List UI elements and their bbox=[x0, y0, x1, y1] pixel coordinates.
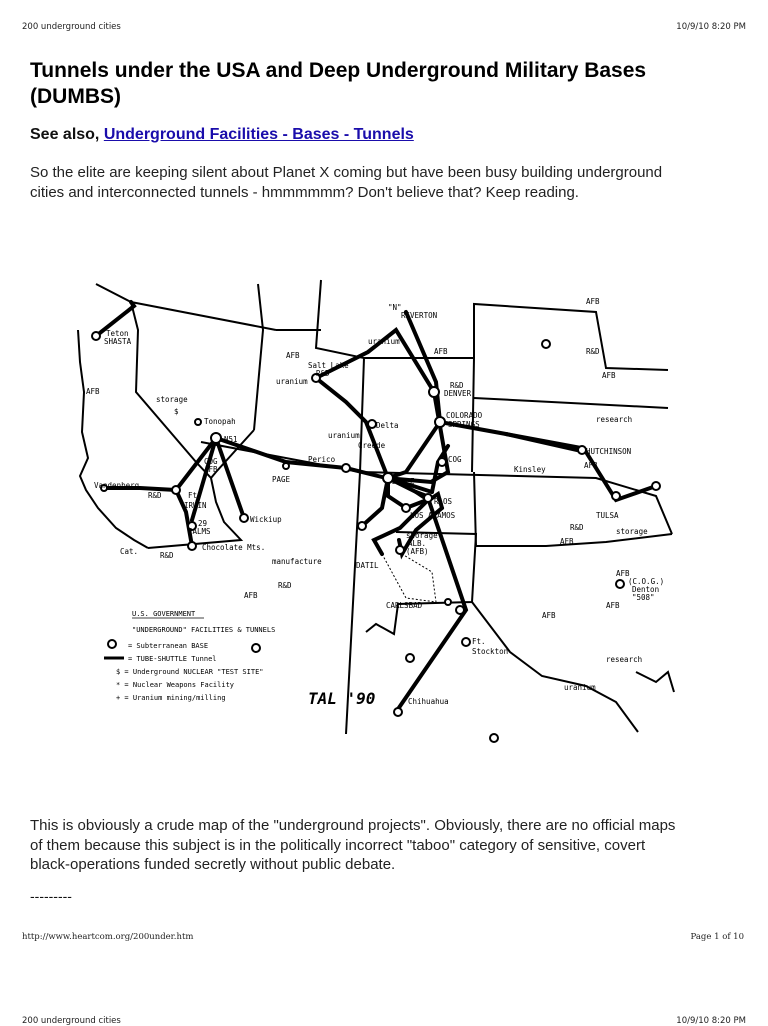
map-label: Perico bbox=[308, 455, 336, 464]
map-label: Chocolate Mts. bbox=[202, 543, 266, 552]
map-label: AFB bbox=[586, 297, 600, 306]
map-label: RIVERTON bbox=[401, 311, 438, 320]
map-border bbox=[254, 284, 263, 430]
map-label: research bbox=[596, 415, 633, 424]
map-label: Teton bbox=[106, 329, 129, 338]
map-label: Delta bbox=[376, 421, 399, 430]
map-label: DATIL bbox=[356, 561, 379, 570]
footer-page-number: Page 1 of 10 bbox=[690, 932, 744, 942]
see-also-link[interactable]: Underground Facilities - Bases - Tunnels bbox=[103, 126, 414, 143]
map-label: AFB bbox=[86, 387, 100, 396]
map-label: 29 bbox=[198, 519, 208, 528]
map-label: HUTCHINSON bbox=[586, 447, 632, 456]
map-label: R&D bbox=[160, 551, 174, 560]
map-label: manufacture bbox=[272, 557, 322, 566]
map-label: Stockton bbox=[472, 647, 509, 656]
map-label: Wickiup bbox=[250, 515, 282, 524]
map-label: Tonopah bbox=[204, 417, 236, 426]
next-page-header-title: 200 underground cities bbox=[22, 1016, 121, 1026]
header-page-title: 200 underground cities bbox=[22, 22, 121, 32]
map-label: AFB bbox=[434, 347, 448, 356]
article-title: Tunnels under the USA and Deep Underground Military Bases (DUMBS) bbox=[30, 59, 647, 108]
map-label: "508" bbox=[632, 593, 655, 602]
next-page-header-datetime: 10/9/10 8:20 PM bbox=[676, 1016, 746, 1026]
legend-item: + = Uranium mining/milling bbox=[116, 694, 226, 702]
map-signature: TAL '90 bbox=[308, 689, 376, 708]
body-paragraph: This is obviously a crude map of the "underground projects". Obviously, there are no official maps of them because this subject is in the politically incorrect "taboo" category of sensitive, covert black-operations funded secretly without public debate. bbox=[30, 817, 676, 873]
map-label: AFB bbox=[584, 461, 598, 470]
map-legend bbox=[104, 610, 275, 702]
map-label: R&D bbox=[316, 369, 330, 378]
map-label: uranium bbox=[368, 337, 400, 346]
map-label: uranium bbox=[328, 431, 360, 440]
map-border bbox=[474, 398, 668, 408]
map-label: AFB bbox=[204, 465, 218, 474]
map-label: Creede bbox=[358, 441, 386, 450]
map-label: R&D bbox=[586, 347, 600, 356]
map-label: TULSA bbox=[596, 511, 619, 520]
map-label: COG bbox=[448, 455, 462, 464]
map-label: Salt Lake bbox=[308, 361, 349, 370]
map-label: "N" bbox=[388, 303, 402, 312]
map-label: R&D bbox=[450, 381, 464, 390]
map-label: AFB bbox=[606, 601, 620, 610]
map-label: AFB bbox=[602, 371, 616, 380]
map-label: ALB. bbox=[408, 539, 427, 548]
map-label: Vandenberg bbox=[94, 481, 140, 490]
map-label: Chihuahua bbox=[408, 697, 449, 706]
map-label: CARLSBAD bbox=[386, 601, 423, 610]
map-border bbox=[96, 284, 241, 548]
map-label: storage bbox=[406, 531, 438, 540]
legend-title: U.S. GOVERNMENT bbox=[132, 610, 196, 618]
map-label: COLORADO bbox=[446, 411, 483, 420]
footer-url: http://www.heartcom.org/200under.htm bbox=[22, 932, 194, 942]
map-label: AFB bbox=[560, 537, 574, 546]
legend-title: "UNDERGROUND" FACILITIES & TUNNELS bbox=[132, 626, 276, 634]
map-border bbox=[131, 302, 276, 330]
map-label: AFB bbox=[616, 569, 630, 578]
map-label: LOS ALAMOS bbox=[410, 511, 456, 520]
map-label: DULCE bbox=[392, 477, 415, 486]
map-label: AFB bbox=[542, 611, 556, 620]
map-label: $ bbox=[174, 407, 179, 416]
map-label: SHASTA bbox=[104, 337, 132, 346]
map-label: DENVER bbox=[444, 389, 472, 398]
map-label: research bbox=[606, 655, 643, 664]
map-label: uranium bbox=[276, 377, 308, 386]
map-label: (C.O.G.) bbox=[628, 577, 665, 586]
legend-item: = TUBE-SHUTTLE Tunnel bbox=[128, 655, 217, 663]
see-also-label: See also, bbox=[30, 126, 100, 143]
intro-paragraph: So the elite are keeping silent about Planet X coming but have been busy building underground cities and interconnected tunnels - hmmmmmm? Don't believe that? Keep reading. bbox=[30, 164, 663, 201]
map-border bbox=[474, 304, 668, 370]
map-label: N51 bbox=[224, 435, 238, 444]
map-border bbox=[472, 602, 638, 732]
map-label: RAOS bbox=[434, 497, 453, 506]
map-label: COG bbox=[204, 457, 218, 466]
map-label: (AFB) bbox=[406, 547, 429, 556]
map-label: R&D bbox=[570, 523, 584, 532]
underground-facilities-map bbox=[76, 272, 684, 744]
map-border bbox=[636, 672, 674, 692]
map-label: AFB bbox=[244, 591, 258, 600]
map-label: PAGE bbox=[272, 475, 291, 484]
map-label: R&D bbox=[148, 491, 162, 500]
tunnel-network bbox=[96, 302, 656, 712]
map-label: IRWIN bbox=[184, 501, 207, 510]
map-label: Cat. bbox=[120, 547, 139, 556]
map-label: Ft. bbox=[188, 491, 202, 500]
see-also bbox=[30, 126, 414, 144]
legend-item: = Subterranean BASE bbox=[128, 642, 209, 650]
map-label: storage bbox=[616, 527, 648, 536]
map-label: R&D bbox=[278, 581, 292, 590]
map-label: storage bbox=[156, 395, 188, 404]
header-datetime: 10/9/10 8:20 PM bbox=[676, 22, 746, 32]
map-label: Denton bbox=[632, 585, 660, 594]
map-label: AFB bbox=[286, 351, 300, 360]
map-label: Ft. bbox=[472, 637, 486, 646]
map-label: uranium bbox=[564, 683, 596, 692]
legend-item: * = Nuclear Weapons Facility bbox=[116, 681, 235, 689]
separator: --------- bbox=[30, 888, 72, 904]
map-label: Kinsley bbox=[514, 465, 546, 474]
legend-item: $ = Underground NUCLEAR "TEST SITE" bbox=[116, 668, 264, 676]
map-label: PALMS bbox=[188, 527, 211, 536]
map-label: SPRINGS bbox=[448, 420, 480, 429]
